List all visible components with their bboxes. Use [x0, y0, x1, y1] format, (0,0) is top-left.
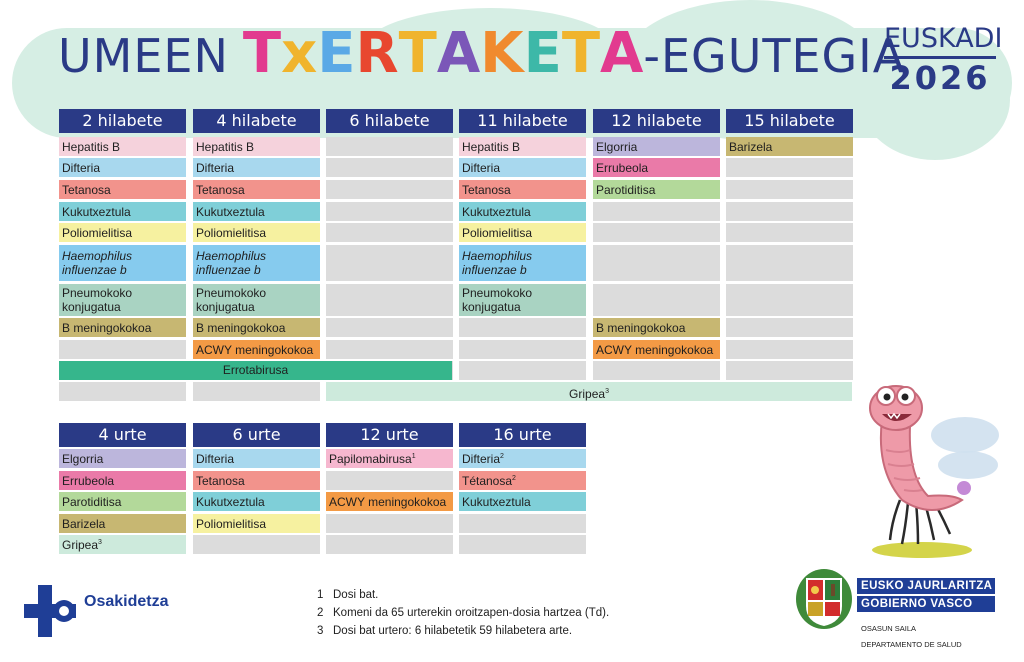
empty-cell: [326, 180, 453, 199]
title-letter: T: [398, 21, 437, 86]
vaccine-cell: Difteria$^2$: [459, 449, 586, 468]
empty-cell: [593, 202, 720, 221]
title-letter: K: [480, 21, 524, 86]
osakidetza-name: Osakidetza: [84, 593, 169, 610]
empty-cell: [326, 318, 453, 337]
column-header: 6 urte: [193, 423, 320, 447]
empty-cell: [326, 223, 453, 242]
footnotes: [317, 586, 609, 640]
column-header: 12 hilabete: [593, 109, 720, 133]
column-header: 6 hilabete: [326, 109, 453, 133]
empty-cell: [326, 245, 453, 281]
vaccine-cell: Haemophilus influenzae b: [59, 245, 186, 281]
vaccine-cell: Hepatitis B: [459, 137, 586, 156]
mosquito-mascot-illustration: [860, 380, 1000, 560]
empty-cell: [593, 245, 720, 281]
coat-of-arms-icon: [795, 568, 853, 630]
empty-cell: [726, 158, 853, 177]
empty-cell: [726, 245, 853, 281]
empty-cell: [459, 340, 586, 359]
vaccine-cell: Kukutxeztula: [193, 202, 320, 221]
vaccine-cell: Kukutxeztula: [459, 492, 586, 511]
empty-cell: [59, 340, 186, 359]
empty-cell: [59, 382, 186, 401]
vaccine-cell: Poliomielitisa: [59, 223, 186, 242]
empty-cell: [726, 284, 853, 316]
title-letter: T: [561, 21, 601, 86]
empty-cell: [326, 535, 453, 554]
empty-cell: [193, 382, 320, 401]
vaccine-cell: Difteria: [459, 158, 586, 177]
vaccine-cell: Barizela: [726, 137, 853, 156]
empty-cell: [726, 361, 853, 380]
vaccine-cell: ACWY meningokokoa: [326, 492, 453, 511]
gripea-span: Gripea$^3$: [326, 382, 852, 401]
vaccine-cell: Kukutxeztula: [59, 202, 186, 221]
gov-name-basque: EUSKO JAURLARITZA: [857, 578, 995, 594]
empty-cell: [326, 202, 453, 221]
vaccine-cell: Tetanosa: [193, 180, 320, 199]
vaccine-cell: Barizela: [59, 514, 186, 533]
empty-cell: [326, 158, 453, 177]
vaccine-cell: Parotiditisa: [593, 180, 720, 199]
region-year: 2026: [889, 59, 991, 97]
vaccine-cell: Tétanosa$^2$: [459, 471, 586, 490]
column-header: 2 hilabete: [59, 109, 186, 133]
title-word-umeen: UMEEN: [58, 29, 229, 83]
title-letter: E: [317, 21, 356, 86]
vaccine-cell: B meningokokoa: [59, 318, 186, 337]
empty-cell: [326, 471, 453, 490]
region-badge: [884, 23, 1003, 97]
errotabirusa-span: Errotabirusa: [59, 361, 452, 380]
empty-cell: [726, 318, 853, 337]
vaccine-cell: Hepatitis B: [193, 137, 320, 156]
vaccine-cell: B meningokokoa: [593, 318, 720, 337]
empty-cell: [726, 223, 853, 242]
empty-cell: [593, 284, 720, 316]
title-letter: A: [600, 21, 644, 86]
vaccine-cell: Difteria: [59, 158, 186, 177]
empty-cell: [593, 361, 720, 380]
vaccine-cell: Pneumokoko konjugatua: [459, 284, 586, 316]
empty-cell: [593, 223, 720, 242]
gov-name-spanish: GOBIERNO VASCO: [857, 596, 995, 612]
title-letter: A: [436, 21, 481, 86]
footnote-3: 3 Dosi bat urtero: 6 hilabetetik 59 hilabetera arte.: [317, 625, 573, 637]
empty-cell: [326, 514, 453, 533]
column-header: 4 hilabete: [193, 109, 320, 133]
vaccine-cell: Elgorria: [59, 449, 186, 468]
vaccine-cell: Gripea$^3$: [59, 535, 186, 554]
basque-government-logo: [795, 568, 1000, 656]
vaccine-cell: B meningokokoa: [193, 318, 320, 337]
column-header: 15 hilabete: [726, 109, 853, 133]
vaccine-cell: Poliomielitisa: [193, 223, 320, 242]
vaccine-cell: Tetanosa: [193, 471, 320, 490]
title-letter: R: [355, 21, 399, 86]
title-word-egutegia: -EGUTEGIA: [643, 29, 906, 83]
vaccine-cell: Difteria: [193, 449, 320, 468]
vaccine-cell: Poliomielitisa: [459, 223, 586, 242]
vaccine-cell: Kukutxeztula: [193, 492, 320, 511]
empty-cell: [726, 180, 853, 199]
title-letter: T: [242, 21, 282, 86]
empty-cell: [193, 535, 320, 554]
vaccine-cell: ACWY meningokokoa: [193, 340, 320, 359]
vaccine-cell: Poliomielitisa: [193, 514, 320, 533]
empty-cell: [326, 284, 453, 316]
vaccine-cell: Errubeola: [59, 471, 186, 490]
osakidetza-logo: [24, 585, 168, 637]
vaccine-cell: Errubeola: [593, 158, 720, 177]
vaccine-cell: Tetanosa: [459, 180, 586, 199]
vaccine-cell: Kukutxeztula: [459, 202, 586, 221]
empty-cell: [459, 535, 586, 554]
vaccine-cell: Haemophilus influenzae b: [193, 245, 320, 281]
empty-cell: [459, 361, 586, 380]
empty-cell: [726, 340, 853, 359]
empty-cell: [459, 318, 586, 337]
column-header: 11 hilabete: [459, 109, 586, 133]
column-header: 4 urte: [59, 423, 186, 447]
page-title: [58, 21, 906, 86]
title-word-txertaketa: [242, 21, 644, 86]
vaccine-cell: Parotiditisa: [59, 492, 186, 511]
vaccine-cell: ACWY meningokokoa: [593, 340, 720, 359]
vaccine-cell: Haemophilus influenzae b: [459, 245, 586, 281]
vaccine-cell: Papilomabirusa$^1$: [326, 449, 453, 468]
column-header: 12 urte: [326, 423, 453, 447]
vaccine-cell: Difteria: [193, 158, 320, 177]
empty-cell: [726, 202, 853, 221]
empty-cell: [326, 340, 453, 359]
title-letter: E: [523, 21, 562, 86]
title-letter: x: [281, 21, 318, 86]
vaccine-cell: Tetanosa: [59, 180, 186, 199]
footnote-2: 2 Komeni da 65 urterekin oroitzapen-dosia hartzea (Td).: [317, 607, 610, 619]
gov-department-basque: OSASUN SAILA: [861, 624, 917, 633]
region-name: EUSKADI: [884, 24, 996, 59]
vaccine-cell: Pneumokoko konjugatua: [193, 284, 320, 316]
vaccine-cell: Pneumokoko konjugatua: [59, 284, 186, 316]
vaccine-cell: Hepatitis B: [59, 137, 186, 156]
vaccine-cell: Elgorria: [593, 137, 720, 156]
column-header: 16 urte: [459, 423, 586, 447]
gov-department-spanish: DEPARTAMENTO DE SALUD: [861, 640, 962, 649]
empty-cell: [459, 514, 586, 533]
empty-cell: [326, 137, 453, 156]
osakidetza-cross-icon: [24, 585, 76, 637]
footnote-1: 1 Dosi bat.: [317, 589, 379, 601]
